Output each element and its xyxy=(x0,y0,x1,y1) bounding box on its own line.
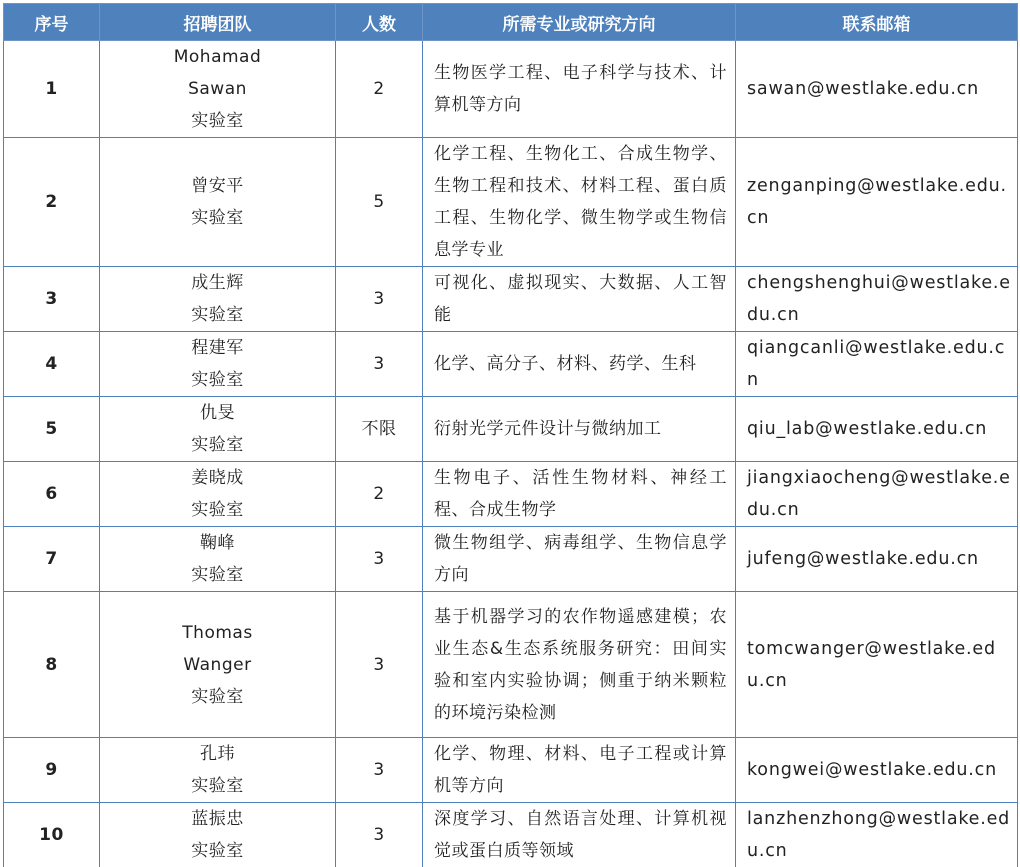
team-name-line: 实验室 xyxy=(191,305,244,325)
contact-email[interactable]: zenganping@westlake.edu.cn xyxy=(736,138,1018,267)
team-name-line: Wanger xyxy=(183,654,252,675)
required-major: 深度学习、自然语言处理、计算机视觉或蛋白质等领域 xyxy=(423,803,736,867)
header-index: 序号 xyxy=(4,4,100,41)
headcount: 2 xyxy=(336,462,423,527)
headcount: 3 xyxy=(336,332,423,397)
team-name-line: 蓝振忠 xyxy=(191,809,244,829)
team-name-line: 实验室 xyxy=(191,841,244,861)
required-major: 基于机器学习的农作物遥感建模；农业生态&生态系统服务研究：田间实验和室内实验协调；侧重于纳米颗粒的环境污染检测 xyxy=(423,592,736,738)
row-index: 4 xyxy=(4,332,100,397)
contact-email[interactable]: qiu_lab@westlake.edu.cn xyxy=(736,397,1018,462)
row-index: 6 xyxy=(4,462,100,527)
contact-email[interactable]: jiangxiaocheng@westlake.edu.cn xyxy=(736,462,1018,527)
team-name-line: 实验室 xyxy=(191,370,244,390)
headcount: 3 xyxy=(336,803,423,867)
table-row xyxy=(4,527,1018,592)
headcount: 2 xyxy=(336,41,423,138)
team-name xyxy=(100,41,336,138)
team-name xyxy=(100,332,336,397)
team-name-line: 成生辉 xyxy=(191,273,244,293)
required-major: 化学工程、生物化工、合成生物学、生物工程和技术、材料工程、蛋白质工程、生物化学、微生物学或生物信息学专业 xyxy=(423,138,736,267)
headcount: 3 xyxy=(336,527,423,592)
header-major: 所需专业或研究方向 xyxy=(423,4,736,41)
team-name xyxy=(100,738,336,803)
contact-email[interactable]: jufeng@westlake.edu.cn xyxy=(736,527,1018,592)
table-row xyxy=(4,803,1018,867)
team-name xyxy=(100,527,336,592)
team-name-line: 实验室 xyxy=(191,686,244,707)
table-row xyxy=(4,267,1018,332)
table-row xyxy=(4,397,1018,462)
team-name-line: 姜晓成 xyxy=(191,468,244,488)
row-index: 1 xyxy=(4,41,100,138)
row-index: 9 xyxy=(4,738,100,803)
team-name-line: 实验室 xyxy=(191,111,244,131)
headcount: 3 xyxy=(336,592,423,738)
team-name xyxy=(100,138,336,267)
team-name xyxy=(100,803,336,867)
team-name xyxy=(100,592,336,738)
required-major: 微生物组学、病毒组学、生物信息学方向 xyxy=(423,527,736,592)
contact-email[interactable]: qiangcanli@westlake.edu.cn xyxy=(736,332,1018,397)
team-name-line: 孔玮 xyxy=(200,744,235,764)
headcount: 3 xyxy=(336,738,423,803)
team-name xyxy=(100,462,336,527)
header-team: 招聘团队 xyxy=(100,4,336,41)
row-index: 5 xyxy=(4,397,100,462)
headcount: 5 xyxy=(336,138,423,267)
required-major: 化学、物理、材料、电子工程或计算机等方向 xyxy=(423,738,736,803)
table-row xyxy=(4,592,1018,738)
required-major: 生物医学工程、电子科学与技术、计算机等方向 xyxy=(423,41,736,138)
row-index: 8 xyxy=(4,592,100,738)
headcount: 3 xyxy=(336,267,423,332)
row-index: 3 xyxy=(4,267,100,332)
header-row xyxy=(4,4,1018,41)
row-index: 7 xyxy=(4,527,100,592)
team-name-line: 鞠峰 xyxy=(200,533,235,553)
table-row xyxy=(4,738,1018,803)
team-name-line: 曾安平 xyxy=(191,176,244,196)
table-row xyxy=(4,138,1018,267)
team-name-line: 仇旻 xyxy=(200,403,235,423)
headcount: 不限 xyxy=(336,397,423,462)
row-index: 10 xyxy=(4,803,100,867)
required-major: 化学、高分子、材料、药学、生科 xyxy=(423,332,736,397)
team-name-line: 实验室 xyxy=(191,208,244,228)
contact-email[interactable]: sawan@westlake.edu.cn xyxy=(736,41,1018,138)
table-row xyxy=(4,41,1018,138)
team-name-line: Thomas xyxy=(182,622,253,643)
team-name-line: Mohamad xyxy=(173,47,262,67)
table-row xyxy=(4,332,1018,397)
recruitment-table xyxy=(3,3,1018,867)
required-major: 衍射光学元件设计与微纳加工 xyxy=(423,397,736,462)
required-major: 可视化、虚拟现实、大数据、人工智能 xyxy=(423,267,736,332)
team-name-line: 实验室 xyxy=(191,435,244,455)
contact-email[interactable]: chengshenghui@westlake.edu.cn xyxy=(736,267,1018,332)
table-row xyxy=(4,462,1018,527)
contact-email[interactable]: tomcwanger@westlake.edu.cn xyxy=(736,592,1018,738)
table-body xyxy=(4,41,1018,867)
team-name xyxy=(100,397,336,462)
team-name-line: 程建军 xyxy=(191,338,244,358)
row-index: 2 xyxy=(4,138,100,267)
required-major: 生物电子、活性生物材料、神经工程、合成生物学 xyxy=(423,462,736,527)
team-name-line: 实验室 xyxy=(191,565,244,585)
contact-email[interactable]: kongwei@westlake.edu.cn xyxy=(736,738,1018,803)
team-name-line: 实验室 xyxy=(191,776,244,796)
team-name-line: Sawan xyxy=(188,79,247,99)
team-name xyxy=(100,267,336,332)
team-name-line: 实验室 xyxy=(191,500,244,520)
header-count: 人数 xyxy=(336,4,423,41)
header-email: 联系邮箱 xyxy=(736,4,1018,41)
contact-email[interactable]: lanzhenzhong@westlake.edu.cn xyxy=(736,803,1018,867)
